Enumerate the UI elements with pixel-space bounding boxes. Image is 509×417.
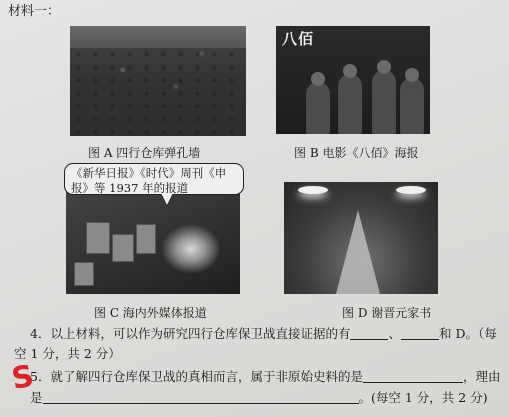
question-5-text-end: ，理由	[462, 369, 501, 384]
question-5-line-2-end: 。(每空 1 分，共 2 分)	[358, 390, 488, 405]
poster-figure	[338, 74, 362, 134]
figure-b-caption: 图 B 电影《八佰》海报	[294, 146, 419, 160]
question-4-blank-2[interactable]	[401, 327, 439, 340]
question-5-blank-2[interactable]	[43, 391, 359, 404]
question-4-separator: 、	[388, 326, 401, 341]
poster-figure	[400, 78, 424, 134]
question-4-text: 4．以上材料，可以作为研究四行仓库保卫战直接证据的有	[30, 326, 351, 341]
newspaper	[136, 224, 156, 254]
figure-b-image	[276, 26, 430, 134]
question-4-line-2: 空 1 分，共 2 分）	[14, 346, 121, 361]
lamp	[298, 186, 328, 194]
speech-bubble: 《新华日报》《时代》周刊《申报》等 1937 年的报道	[64, 163, 244, 195]
poster-figure	[372, 70, 396, 134]
bullet-holes	[70, 48, 246, 136]
figure-c-image	[66, 184, 240, 294]
bubble-tail-inner	[161, 193, 173, 205]
figure-a-image	[70, 26, 246, 136]
question-4-text-end: 和 D。（每	[438, 326, 497, 341]
figure-d-image	[284, 182, 438, 294]
question-5-blank-1[interactable]	[363, 370, 463, 383]
poster-figure	[306, 82, 330, 134]
figure-d-caption: 图 D 谢晋元家书	[342, 306, 432, 320]
wall-top	[70, 26, 246, 48]
question-4-line-1	[30, 324, 497, 342]
figure-a-caption: 图 A 四行仓库弹孔墙	[88, 146, 201, 160]
material-heading: 材料一：	[8, 4, 61, 19]
display-light	[161, 224, 221, 274]
question-5-line-2-start: 是	[30, 390, 43, 405]
lamp	[396, 186, 426, 194]
newspaper	[74, 262, 94, 286]
newspaper	[112, 234, 134, 262]
question-4-blank-1[interactable]	[350, 327, 388, 340]
question-5-line-1	[30, 367, 500, 385]
question-5-line-2	[30, 388, 488, 406]
figure-c-caption: 图 C 海内外媒体报道	[94, 306, 207, 320]
poster-title: 八佰	[282, 30, 315, 48]
corridor-path	[336, 210, 380, 294]
red-score-mark: S	[9, 358, 37, 397]
question-5-text: 5．就了解四行仓库保卫战的真相而言，属于非原始史料的是	[30, 369, 363, 384]
newspaper	[86, 222, 110, 254]
